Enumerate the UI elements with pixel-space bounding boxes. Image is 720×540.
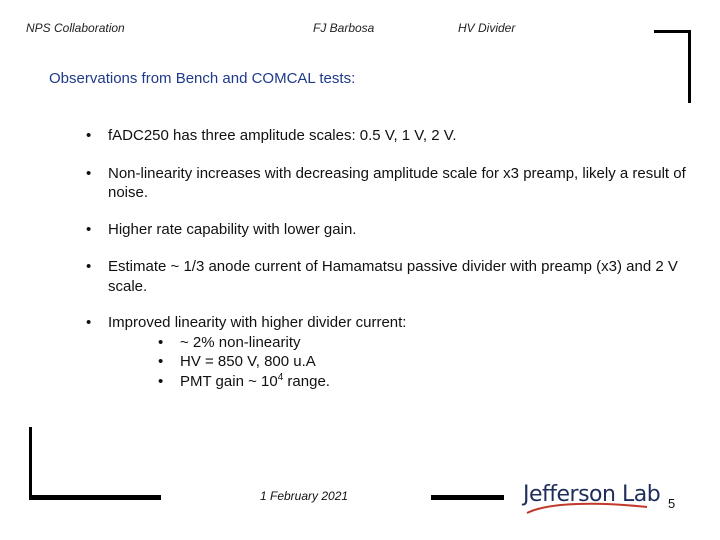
bullet-marker: •	[158, 353, 164, 370]
bullet-text: Estimate ~ 1/3 anode current of Hamamatsu passive divider with preamp (x3) and 2 V scale.	[108, 258, 678, 295]
logo-text: Jefferson Lab	[523, 482, 661, 507]
bottom-left-horizontal-bar	[29, 495, 161, 500]
bullet-marker: •	[86, 220, 92, 238]
bullet-list	[86, 118, 686, 391]
bullet-marker: •	[86, 258, 92, 275]
bullet-item	[86, 126, 686, 146]
bullet-marker: •	[86, 127, 92, 144]
footer-date: 1 February 2021	[260, 489, 349, 503]
slide-title: Observations from Bench and COMCAL tests:	[49, 70, 356, 87]
bullet-text: Improved linearity with higher divider current:	[108, 314, 407, 331]
bullet-item	[86, 313, 686, 391]
bullet-item	[86, 164, 686, 203]
bullet-marker: •	[158, 372, 164, 390]
bullet-marker: •	[86, 314, 92, 331]
sub-bullet-suffix: range.	[283, 372, 330, 390]
jefferson-lab-logo	[519, 480, 659, 516]
header-topic: HV Divider	[458, 21, 516, 35]
bullet-text: fADC250 has three amplitude scales: 0.5 V, 1 V, 2 V.	[108, 127, 457, 144]
sub-bullet-item	[158, 352, 686, 372]
top-right-horizontal-bar	[654, 30, 691, 33]
bottom-left-vertical-bar	[29, 427, 32, 499]
bottom-right-horizontal-bar	[431, 495, 504, 500]
sub-bullet-list	[108, 333, 686, 392]
bullet-item	[86, 220, 686, 240]
bullet-marker: •	[158, 333, 164, 351]
sub-bullet-text: HV = 850 V, 800 u.A	[180, 353, 316, 370]
sub-bullet-text: PMT gain ~ 10	[180, 372, 278, 390]
bullet-text: Non-linearity increases with decreasing amplitude scale for x3 preamp, likely a result of noise.	[108, 164, 686, 201]
header-collaboration: NPS Collaboration	[26, 21, 125, 35]
sub-bullet-item	[158, 333, 686, 353]
bullet-item	[86, 257, 686, 296]
top-right-vertical-bar	[688, 30, 691, 103]
page-number: 5	[668, 496, 676, 511]
bullet-marker: •	[86, 164, 92, 182]
sub-bullet-text: ~ 2% non-linearity	[180, 333, 301, 351]
header-author: FJ Barbosa	[313, 21, 375, 35]
sub-bullet-item	[158, 372, 686, 392]
exponent: 4	[277, 371, 284, 383]
bullet-text: Higher rate capability with lower gain.	[108, 220, 357, 238]
